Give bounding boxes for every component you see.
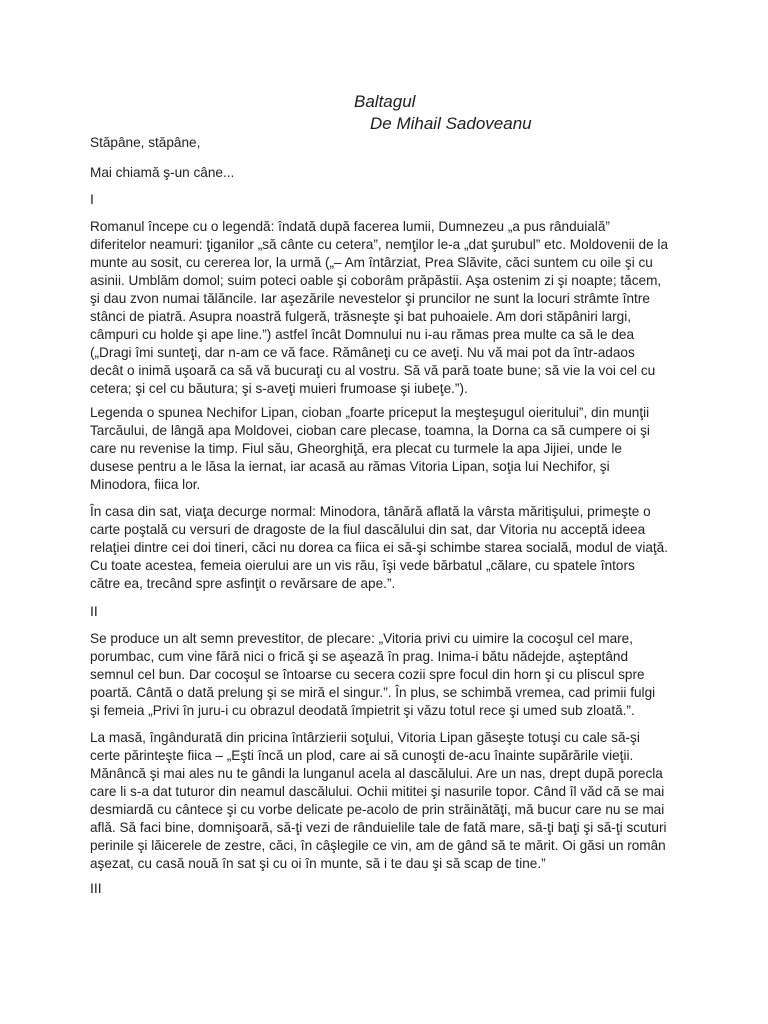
paragraph — [90, 729, 690, 873]
paragraph-line: dusese pentru a le lăsa la iernat, iar acasă au rămas Vitoria Lipan, soţia lui Nechifor, şi — [90, 459, 610, 474]
paragraph-line: care li s-a dat tuturor din neamul dascălului. Ochii mititei şi nasurile topor. Când îl văd că se mai — [90, 784, 665, 799]
paragraph-line: către ea, trecând spre asfinţit o revărsare de ape.”. — [90, 576, 396, 591]
section-heading-1: I — [90, 191, 94, 207]
paragraph-line: („Dragi îmi sunteţi, dar n-am ce vă face. Rămâneţi cu ce aveţi. Nu vă mai pot da într-adaos — [90, 345, 635, 360]
paragraph-line: şi dau zvon numai tălăncile. Iar aşezările nevestelor şi pruncilor ne sunt la locuri strâmte între — [90, 291, 650, 306]
paragraph-line: află. Să faci bine, domnişoară, să-ţi vezi de rânduielile tale de fată mare, să-ţi baţi şi să-ţi scuturi — [90, 820, 667, 835]
paragraph-line: certe părinteşte fiica – „Eşti încă un plod, care ai să cunoşti de-acu înainte supărările vieţii. — [90, 748, 634, 763]
paragraph-line: diferitelor neamuri: ţiganilor „să cânte cu cetera”, nemţilor le-a „dat şurubul” etc. Moldovenii de la — [90, 237, 668, 252]
paragraph-line: porumbac, cum vine fără nici o frică şi se aşează în prag. Inima-i bătu nădejde, aşteptând — [90, 649, 629, 664]
section-heading-2: II — [90, 603, 98, 619]
paragraph-line: poartă. Cântă o dată prelung şi se miră el singur.”. În plus, se schimbă vremea, cad primii fulgi — [90, 685, 656, 700]
section-heading-3: III — [90, 880, 102, 896]
paragraph — [90, 503, 690, 593]
paragraph-line: relaţiei dintre cei doi tineri, căci nu dorea ca fiica ei să-şi schimbe starea socială, modul de viaţă. — [90, 540, 669, 555]
paragraph-line: câmpuri cu holde şi ape line.”) astfel încât Domnului nu i-au rămas prea multe ca să le dea — [90, 327, 635, 342]
paragraph-line: stânci de piatră. Asupra noastră fulgeră, trăsneşte şi bat puhoaiele. Am dori stăpâniri largi, — [90, 309, 632, 324]
paragraph-line: La masă, îngândurată din pricina întârzierii soţului, Vitoria Lipan găseşte totuşi cu cale să-şi — [90, 730, 640, 745]
paragraph — [90, 630, 690, 720]
paragraph-line: desmiardă cu cântece şi cu vorbe delicate pe-acolo de prin străinătăţi, mă bucur care nu se mai — [90, 802, 665, 817]
paragraph — [90, 404, 690, 494]
paragraph-line: cetera; şi cel cu băutura; şi s-aveţi muieri frumoase şi iubeţe.”). — [90, 381, 468, 396]
paragraph-line: asinii. Umblăm domol; suim poteci oable şi coborâm prăpăstii. Aşa ostenim zi şi noapte; tăcem, — [90, 273, 662, 288]
paragraph-line: decât o inimă uşoară ca să vă bucuraţi cu al vostru. Să vă pară toate bune; să vie la voi cel cu — [90, 363, 656, 378]
paragraph-line: Se produce un alt semn prevestitor, de plecare: „Vitoria privi cu uimire la cocoşul cel mare, — [90, 631, 633, 646]
paragraph-line: munte au sosit, cu cererea lor, la urmă („– Am întârziat, Prea Slăvite, căci suntem cu oile şi cu — [90, 255, 653, 270]
paragraph-line: Cu toate acestea, femeia oierului are un vis rău, îşi vede bărbatul „călare, cu spatele întors — [90, 558, 635, 573]
paragraph-line: şi femeia „Privi în juru-i cu obrazul deodată împietrit şi văzu totul rece şi umed sub zloată.”. — [90, 703, 635, 718]
epigraph-line-2: Mai chiamă ş-un câne... — [90, 165, 235, 180]
paragraph-line: Romanul începe cu o legendă: îndată după facerea lumii, Dumnezeu „a pus rânduială” — [90, 219, 610, 234]
paragraph-line: perinile şi lăicerele de zestre, căci, în câşlegile ce vin, am de gând să te mărit. Oi găsi un român — [90, 838, 666, 853]
paragraph-line: semnul cel bun. Dar cocoşul se întoarse cu secera cozii spre focul din horn şi cu pliscul spre — [90, 667, 645, 682]
paragraph-line: carte poştală cu versuri de dragoste de la fiul dascălului din sat, dar Vitoria nu acceptă ideea — [90, 522, 646, 537]
paragraph-line: Legenda o spunea Nechifor Lipan, cioban „foarte priceput la meşteşugul oieritului”, din munţii — [90, 405, 650, 420]
paragraph-line: În casa din sat, viaţa decurge normal: Minodora, tânără aflată la vârsta măritişului, primeşte o — [90, 504, 651, 519]
paragraph — [90, 218, 690, 398]
paragraph-line: aşezat, cu casă nouă în sat şi cu oi în munte, să i te dau şi să scap de tine.” — [90, 856, 546, 871]
paragraph-line: Tarcăului, de lângă apa Moldovei, cioban care plecase, toamna, la Dorna ca să cumpere oi şi — [90, 423, 650, 438]
epigraph-line-1: Stăpâne, stăpâne, — [90, 135, 201, 150]
document-title: Baltagul — [354, 92, 416, 111]
document-author: De Mihail Sadoveanu — [370, 114, 532, 133]
paragraph-line: care nu revenise la timp. Fiul său, Gheorghiţă, era plecat cu turmele la apa Jijiei, unde le — [90, 441, 622, 456]
paragraph-line: Minodora, fiica lor. — [90, 477, 201, 492]
paragraph-line: Mănâncă şi mai ales nu te gândi la lunganul acela al dascălului. Are un nas, drept după porecla — [90, 766, 663, 781]
